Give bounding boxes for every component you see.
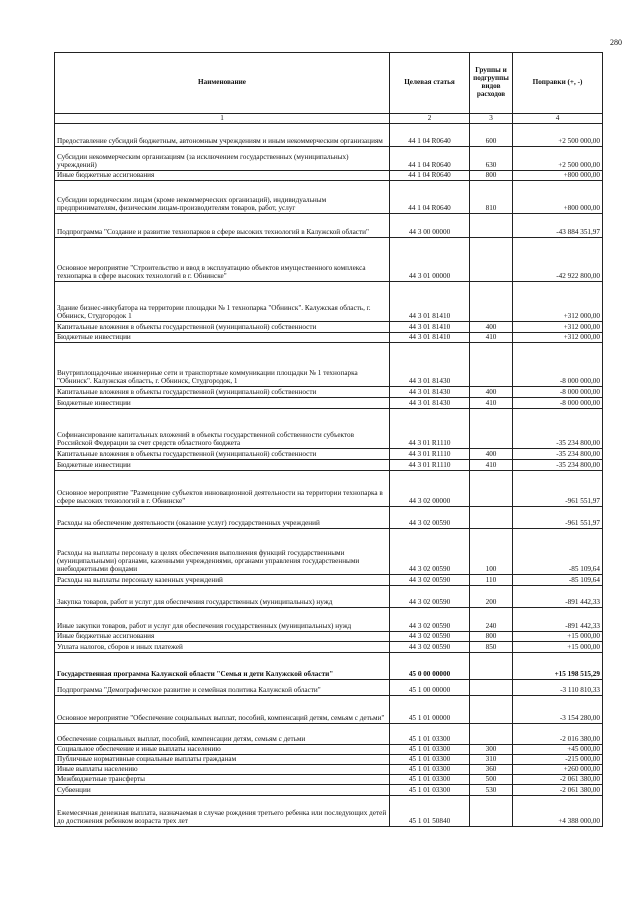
row-article: 44 1 04 R0640 bbox=[390, 181, 470, 214]
row-group bbox=[470, 680, 513, 696]
row-article: 44 3 01 R1110 bbox=[390, 409, 470, 449]
row-article: 44 3 02 00590 bbox=[390, 575, 470, 586]
table-row bbox=[55, 409, 603, 449]
row-name: Субсидии юридическим лицам (кроме некоммерческих организаций), индивидуальным предпринимателям, физическим лицам-производителям товаров, работ, услуг bbox=[55, 181, 390, 214]
row-article: 44 3 02 00590 bbox=[390, 507, 470, 529]
row-name: Подпрограмма "Демографическое развитие и семейная политика Калужской области" bbox=[55, 680, 390, 696]
row-article: 44 3 01 81430 bbox=[390, 398, 470, 409]
row-amount: +312 000,00 bbox=[513, 322, 603, 333]
row-article: 44 3 01 R1110 bbox=[390, 460, 470, 471]
row-name: Бюджетные инвестиции bbox=[55, 333, 390, 343]
row-article: 45 1 00 00000 bbox=[390, 680, 470, 696]
row-article: 44 3 01 81410 bbox=[390, 322, 470, 333]
row-amount: -35 234 800,00 bbox=[513, 449, 603, 460]
row-group: 800 bbox=[470, 632, 513, 642]
column-number: 3 bbox=[470, 114, 513, 124]
table-row bbox=[55, 147, 603, 171]
row-amount: -85 109,64 bbox=[513, 575, 603, 586]
row-group bbox=[470, 796, 513, 827]
row-article: 45 1 01 03300 bbox=[390, 724, 470, 745]
row-name: Иные закупки товаров, работ и услуг для обеспечения государственных (муниципальных) нужд bbox=[55, 608, 390, 632]
row-amount: -2 016 380,00 bbox=[513, 724, 603, 745]
table-row bbox=[55, 124, 603, 147]
header-name: Наименование bbox=[55, 53, 390, 114]
table-row bbox=[55, 653, 603, 680]
row-name: Субвенции bbox=[55, 785, 390, 796]
row-amount: +15 198 515,29 bbox=[513, 653, 603, 680]
row-article: 44 3 01 81410 bbox=[390, 282, 470, 322]
header-amendments: Поправки (+, -) bbox=[513, 53, 603, 114]
row-article: 44 3 01 00000 bbox=[390, 238, 470, 282]
row-amount: -3 110 810,33 bbox=[513, 680, 603, 696]
row-article: 45 1 01 03300 bbox=[390, 775, 470, 785]
row-article: 44 3 02 00590 bbox=[390, 608, 470, 632]
row-amount: -43 884 351,97 bbox=[513, 214, 603, 238]
row-group: 810 bbox=[470, 181, 513, 214]
row-name: Бюджетные инвестиции bbox=[55, 398, 390, 409]
row-group bbox=[470, 653, 513, 680]
row-amount: +260 000,00 bbox=[513, 765, 603, 775]
row-name: Субсидии некоммерческим организациям (за исключением государственных (муниципальных) учреждений) bbox=[55, 147, 390, 171]
row-amount: -2 061 380,00 bbox=[513, 785, 603, 796]
row-group: 410 bbox=[470, 398, 513, 409]
table-row bbox=[55, 333, 603, 343]
row-name: Обеспечение социальных выплат, пособий, компенсации детям, семьям с детьми bbox=[55, 724, 390, 745]
table-row bbox=[55, 775, 603, 785]
budget-amendments-table bbox=[54, 52, 603, 827]
row-amount: -8 000 000,00 bbox=[513, 343, 603, 387]
row-name: Социальное обеспечение и иные выплаты населению bbox=[55, 745, 390, 755]
row-name: Основное мероприятие "Обеспечение социальных выплат, пособий, компенсаций детям, семьям с детьми" bbox=[55, 696, 390, 724]
row-amount: -215 000,00 bbox=[513, 755, 603, 765]
row-article: 45 1 01 50840 bbox=[390, 796, 470, 827]
row-amount: -35 234 800,00 bbox=[513, 460, 603, 471]
row-article: 45 0 00 00000 bbox=[390, 653, 470, 680]
row-article: 45 1 01 03300 bbox=[390, 745, 470, 755]
row-name: Внутриплощадочные инженерные сети и транспортные коммуникации площадки № 1 технопарка "Обнинск". Калужская область, г. Обнинск, Студгородок, 1 bbox=[55, 343, 390, 387]
row-article: 44 3 02 00590 bbox=[390, 642, 470, 653]
row-group: 400 bbox=[470, 322, 513, 333]
row-name: Ежемесячная денежная выплата, назначаемая в случае рождения третьего ребенка или последующих детей до достижения ребенком возраста трех лет bbox=[55, 796, 390, 827]
table-row bbox=[55, 387, 603, 398]
row-group: 410 bbox=[470, 460, 513, 471]
row-group: 360 bbox=[470, 765, 513, 775]
column-number: 4 bbox=[513, 114, 603, 124]
row-group: 300 bbox=[470, 745, 513, 755]
row-group bbox=[470, 724, 513, 745]
table-row bbox=[55, 322, 603, 333]
row-amount: +800 000,00 bbox=[513, 171, 603, 181]
row-amount: -35 234 800,00 bbox=[513, 409, 603, 449]
row-group bbox=[470, 471, 513, 507]
row-amount: -85 109,64 bbox=[513, 529, 603, 575]
row-group bbox=[470, 238, 513, 282]
row-group: 100 bbox=[470, 529, 513, 575]
table-row bbox=[55, 282, 603, 322]
row-amount: -2 061 380,00 bbox=[513, 775, 603, 785]
row-name: Уплата налогов, сборов и иных платежей bbox=[55, 642, 390, 653]
row-article: 45 1 01 03300 bbox=[390, 785, 470, 796]
row-article: 44 1 04 R0640 bbox=[390, 171, 470, 181]
row-article: 44 3 01 81430 bbox=[390, 387, 470, 398]
row-name: Капитальные вложения в объекты государственной (муниципальной) собственности bbox=[55, 449, 390, 460]
row-name: Капитальные вложения в объекты государственной (муниципальной) собственности bbox=[55, 322, 390, 333]
column-number-row bbox=[55, 114, 603, 124]
row-article: 45 1 01 03300 bbox=[390, 755, 470, 765]
page-number: 280 bbox=[610, 38, 622, 47]
row-amount: -8 000 000,00 bbox=[513, 398, 603, 409]
row-name: Расходы на выплаты персоналу казенных учреждений bbox=[55, 575, 390, 586]
table-body bbox=[55, 53, 603, 827]
row-amount: -891 442,33 bbox=[513, 608, 603, 632]
row-article: 44 1 04 R0640 bbox=[390, 147, 470, 171]
header-article: Целевая статья bbox=[390, 53, 470, 114]
row-name: Публичные нормативные социальные выплаты гражданам bbox=[55, 755, 390, 765]
row-amount: +2 500 000,00 bbox=[513, 124, 603, 147]
table-row bbox=[55, 724, 603, 745]
row-group: 630 bbox=[470, 147, 513, 171]
row-group: 600 bbox=[470, 124, 513, 147]
row-name: Иные выплаты населению bbox=[55, 765, 390, 775]
row-amount: +312 000,00 bbox=[513, 333, 603, 343]
table-row bbox=[55, 696, 603, 724]
table-row bbox=[55, 181, 603, 214]
row-name: Расходы на выплаты персоналу в целях обеспечения выполнения функций государственными (муниципальными) органами, казенными учреждениями, органами управления государственными внебюджетными фондами bbox=[55, 529, 390, 575]
row-name: Государственная программа Калужской области "Семья и дети Калужской области" bbox=[55, 653, 390, 680]
row-name: Софинансирование капитальных вложений в объекты государственной собственности субъектов Российской Федерации за счет средств областного бюджета bbox=[55, 409, 390, 449]
row-article: 45 1 01 00000 bbox=[390, 696, 470, 724]
table-row bbox=[55, 471, 603, 507]
row-amount: -891 442,33 bbox=[513, 586, 603, 608]
row-group bbox=[470, 409, 513, 449]
row-article: 44 3 00 00000 bbox=[390, 214, 470, 238]
row-group: 240 bbox=[470, 608, 513, 632]
table-row bbox=[55, 745, 603, 755]
row-article: 45 1 01 03300 bbox=[390, 765, 470, 775]
table-row bbox=[55, 507, 603, 529]
row-name: Здание бизнес-инкубатора на территории площадки № 1 технопарка "Обнинск". Калужская область, г. Обнинск, Студгородок 1 bbox=[55, 282, 390, 322]
table-row bbox=[55, 171, 603, 181]
table-row bbox=[55, 398, 603, 409]
header-group: Группы и подгруппы видов расходов bbox=[470, 53, 513, 114]
row-name: Иные бюджетные ассигнования bbox=[55, 171, 390, 181]
table-row bbox=[55, 796, 603, 827]
header-row bbox=[55, 53, 603, 114]
table-row bbox=[55, 586, 603, 608]
row-amount: +15 000,00 bbox=[513, 632, 603, 642]
row-amount: -42 922 800,00 bbox=[513, 238, 603, 282]
table-row bbox=[55, 632, 603, 642]
column-number: 1 bbox=[55, 114, 390, 124]
table-row bbox=[55, 765, 603, 775]
row-group: 310 bbox=[470, 755, 513, 765]
row-article: 44 3 02 00590 bbox=[390, 586, 470, 608]
row-amount: +15 000,00 bbox=[513, 642, 603, 653]
row-group: 410 bbox=[470, 333, 513, 343]
table-row bbox=[55, 214, 603, 238]
row-group bbox=[470, 343, 513, 387]
row-article: 44 3 01 R1110 bbox=[390, 449, 470, 460]
table-row bbox=[55, 642, 603, 653]
row-name: Предоставление субсидий бюджетным, автономным учреждениям и иным некоммерческим организациям bbox=[55, 124, 390, 147]
row-article: 44 3 02 00000 bbox=[390, 471, 470, 507]
row-amount: +4 388 000,00 bbox=[513, 796, 603, 827]
row-group: 800 bbox=[470, 171, 513, 181]
row-group: 110 bbox=[470, 575, 513, 586]
row-group: 200 bbox=[470, 586, 513, 608]
row-group: 850 bbox=[470, 642, 513, 653]
row-group: 400 bbox=[470, 449, 513, 460]
row-amount: +800 000,00 bbox=[513, 181, 603, 214]
row-article: 44 3 01 81430 bbox=[390, 343, 470, 387]
table-row bbox=[55, 238, 603, 282]
table-row bbox=[55, 460, 603, 471]
table-row bbox=[55, 529, 603, 575]
row-name: Иные бюджетные ассигнования bbox=[55, 632, 390, 642]
row-group bbox=[470, 696, 513, 724]
row-article: 44 3 02 00590 bbox=[390, 529, 470, 575]
table-row bbox=[55, 785, 603, 796]
row-name: Закупка товаров, работ и услуг для обеспечения государственных (муниципальных) нужд bbox=[55, 586, 390, 608]
row-amount: -8 000 000,00 bbox=[513, 387, 603, 398]
row-amount: +45 000,00 bbox=[513, 745, 603, 755]
row-name: Капитальные вложения в объекты государственной (муниципальной) собственности bbox=[55, 387, 390, 398]
row-amount: +312 000,00 bbox=[513, 282, 603, 322]
row-name: Подпрограмма "Создание и развитие технопарков в сфере высоких технологий в Калужской области" bbox=[55, 214, 390, 238]
row-name: Основное мероприятие "Размещение субъектов инновационной деятельности на территории технопарка в сфере высоких технологий в г. Обнинске" bbox=[55, 471, 390, 507]
row-group bbox=[470, 282, 513, 322]
row-amount: -961 551,97 bbox=[513, 471, 603, 507]
row-group bbox=[470, 214, 513, 238]
row-group: 400 bbox=[470, 387, 513, 398]
table-row bbox=[55, 575, 603, 586]
row-group bbox=[470, 507, 513, 529]
row-name: Межбюджетные трансферты bbox=[55, 775, 390, 785]
row-group: 530 bbox=[470, 785, 513, 796]
row-amount: -961 551,97 bbox=[513, 507, 603, 529]
row-article: 44 1 04 R0640 bbox=[390, 124, 470, 147]
row-amount: -3 154 280,00 bbox=[513, 696, 603, 724]
table-row bbox=[55, 608, 603, 632]
row-group: 500 bbox=[470, 775, 513, 785]
table-row bbox=[55, 449, 603, 460]
row-article: 44 3 02 00590 bbox=[390, 632, 470, 642]
row-name: Расходы на обеспечение деятельности (оказание услуг) государственных учреждений bbox=[55, 507, 390, 529]
table-row bbox=[55, 680, 603, 696]
row-name: Бюджетные инвестиции bbox=[55, 460, 390, 471]
table-row bbox=[55, 343, 603, 387]
table-row bbox=[55, 755, 603, 765]
column-number: 2 bbox=[390, 114, 470, 124]
row-amount: +2 500 000,00 bbox=[513, 147, 603, 171]
row-article: 44 3 01 81410 bbox=[390, 333, 470, 343]
row-name: Основное мероприятие "Строительство и ввод в эксплуатацию объектов имущественного комплекса технопарка в сфере высоких технологий в г. Обнинске" bbox=[55, 238, 390, 282]
